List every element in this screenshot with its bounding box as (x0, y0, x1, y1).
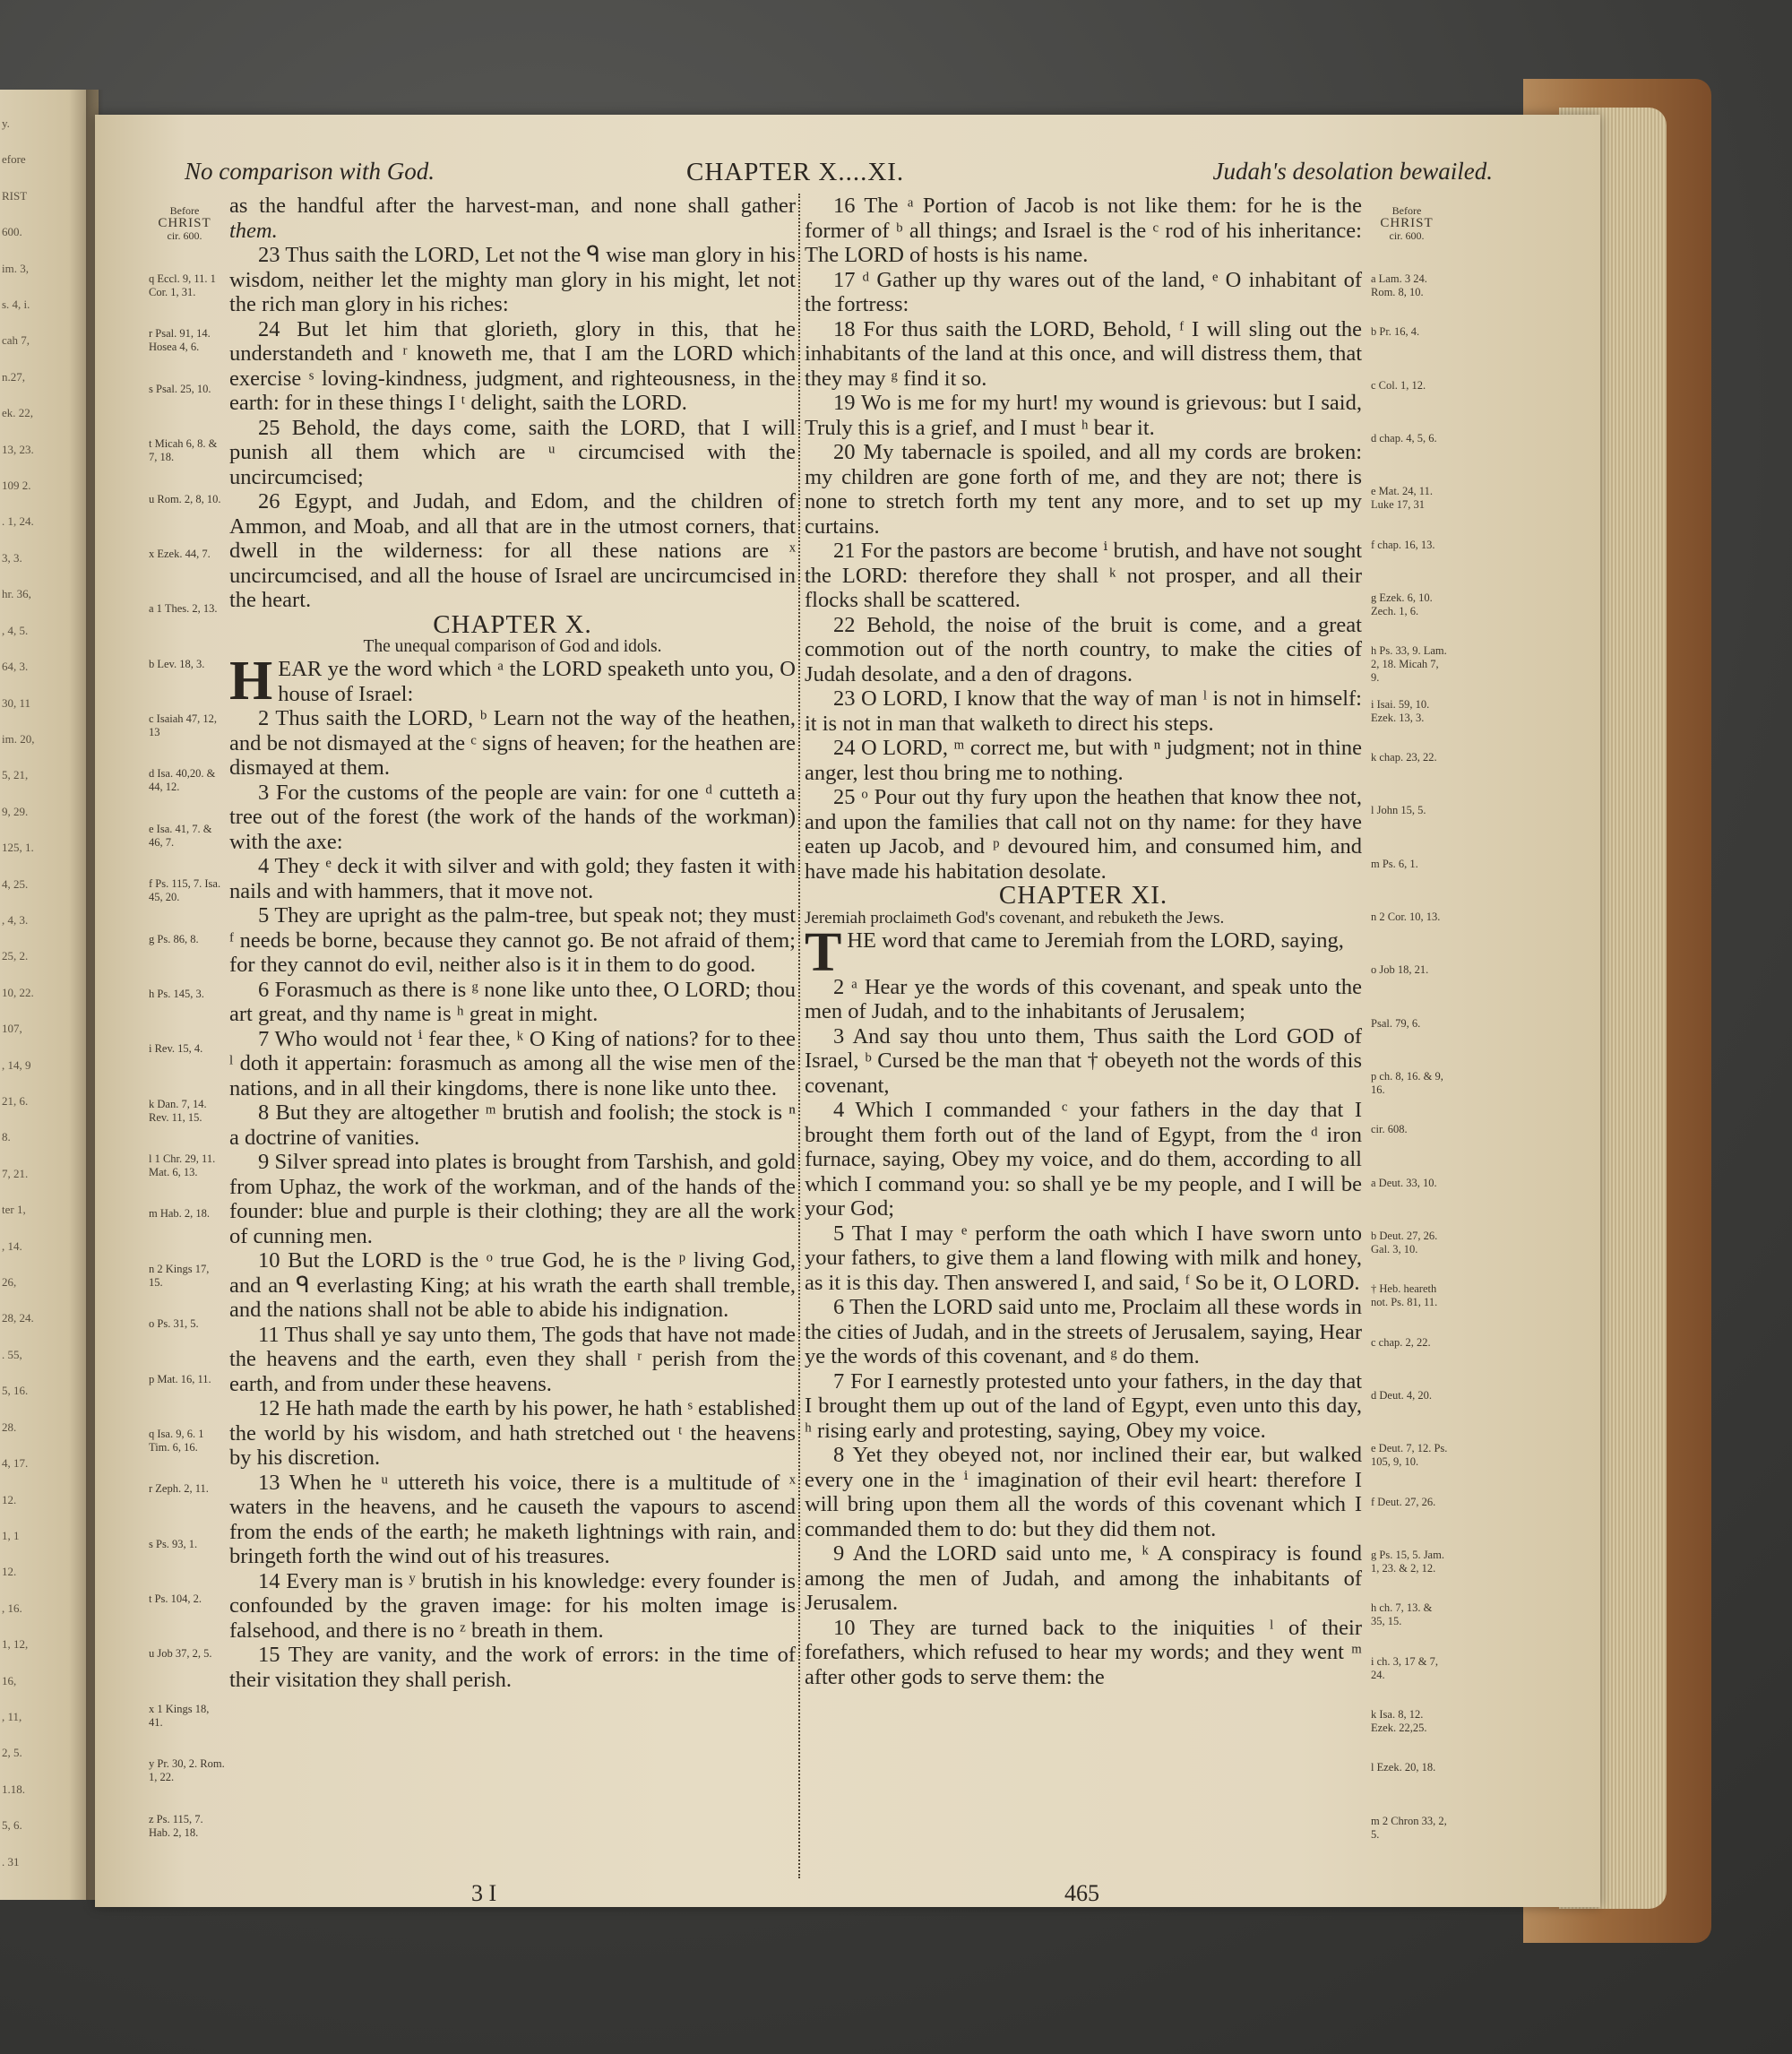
margin-reference: Psal. 79, 6. (1371, 1016, 1421, 1030)
verse-10-2: 2 Thus saith the LORD, ᵇ Learn not the way of the heathen, and be not dismayed at the ᶜ signs of heaven; for the heathen are dismayed at them. (229, 706, 796, 780)
before-christ-left (149, 204, 220, 242)
verse-10-4: 4 They ᵉ deck it with silver and with gold; they fasten it with nails and with hammers, that it move not. (229, 854, 796, 903)
margin-reference: † Heb. heareth not. Ps. 81, 11. (1371, 1282, 1438, 1309)
left-page-fragment-text: 4, 17. (2, 1456, 29, 1471)
margin-reference: c Col. 1, 12. (1371, 378, 1426, 392)
left-page-fragment-text: 600. (2, 225, 22, 239)
verse-10-18: 18 For thus saith the LORD, Behold, ᶠ I will sling out the inhabitants of the land at this once, and will distress them, that they may ᵍ find it so. (805, 316, 1362, 391)
margin-reference: z Ps. 115, 7. Hab. 2, 18. (149, 1812, 203, 1839)
margin-reference: u Rom. 2, 8, 10. (149, 492, 221, 505)
left-page-fragment-text: 10, 22. (2, 985, 34, 999)
margin-reference: i ch. 3, 17 & 7, 24. (1371, 1654, 1438, 1681)
left-page-fragment-text: , 11, (2, 1709, 22, 1723)
left-page-fragment-text: 107, (2, 1022, 22, 1036)
verse-10-24: 24 O LORD, ᵐ correct me, but with ⁿ judgment; not in thine anger, lest thou bring me to nothing. (805, 736, 1362, 785)
left-page-fragment-text: 5, 16. (2, 1384, 29, 1398)
left-page-fragment (0, 90, 99, 1900)
left-page-fragment-text: 7, 21. (2, 1166, 29, 1180)
left-page-fragment-text: im. 3, (2, 261, 29, 275)
left-page-fragment-text: 30, 11 (2, 695, 31, 710)
verse-10-3: 3 For the customs of the people are vain: for one ᵈ cutteth a tree out of the forest (the work of the hands of the workman) with the axe: (229, 780, 796, 854)
left-page-fragment-text: im. 20, (2, 731, 35, 746)
verse-9-24: 24 But let him that glorieth, glory in this, that he understandeth and ʳ knoweth me, that I am the LORD which exercise ˢ loving-kindness, judgment, and righteousness, in the earth: for in these things I ᵗ delight, saith the LORD. (229, 316, 796, 415)
left-page-fragment-text: ek. 22, (2, 406, 34, 420)
left-page-fragment-text: 125, 1. (2, 841, 34, 855)
verse-10-25: 25 ᵒ Pour out thy fury upon the heathen that know thee not, and upon the families that call not on thy name: for they have eaten up Jacob, and ᵖ devoured him, and consumed him, and have made his habitation desolate. (805, 785, 1362, 884)
left-text-column (229, 194, 796, 1692)
margin-reference: n 2 Kings 17, 15. (149, 1262, 210, 1289)
margin-reference: b Lev. 18, 3. (149, 657, 205, 670)
left-page-fragment-text: hr. 36, (2, 587, 31, 601)
left-page-fragment-text: 2, 5. (2, 1746, 22, 1760)
left-page-fragment-text: . 55, (2, 1347, 22, 1361)
margin-reference: f Deut. 27, 26. (1371, 1495, 1436, 1508)
margin-reference: l Ezek. 20, 18. (1371, 1761, 1436, 1774)
left-page-fragment-text: . 1, 24. (2, 514, 34, 529)
margin-reference: t Ps. 104, 2. (149, 1592, 202, 1606)
left-page-fragment-text: 5, 6. (2, 1818, 22, 1833)
margin-reference: g Ezek. 6, 10. Zech. 1, 6. (1371, 591, 1433, 617)
left-page-fragment-text: . 31 (2, 1854, 20, 1868)
margin-reference: b Pr. 16, 4. (1371, 325, 1420, 339)
left-page-fragment-text: , 4, 3. (2, 912, 29, 927)
verse-10-6: 6 Forasmuch as there is ᵍ none like unto thee, O LORD; thou art great, and thy name is ʰ great in might. (229, 977, 796, 1026)
chapter-x-heading: CHAPTER X. (433, 609, 592, 639)
left-page-fragment-text: 26, (2, 1275, 17, 1290)
margin-reference: i Rev. 15, 4. (149, 1042, 203, 1056)
before-label: Before (1391, 204, 1422, 217)
margin-reference: f Ps. 115, 7. Isa. 45, 20. (149, 877, 221, 904)
margin-reference: q Isa. 9, 6. 1 Tim. 6, 16. (149, 1427, 204, 1454)
margin-reference: x 1 Kings 18, 41. (149, 1702, 210, 1729)
margin-reference: c Isaiah 47, 12, 13 (149, 712, 218, 739)
left-page-fragment-text: , 14, 9 (2, 1057, 31, 1072)
left-page-fragment-text: s. 4, i. (2, 298, 30, 312)
left-page-fragment-text: 13, 23. (2, 442, 34, 456)
margin-reference: t Micah 6, 8. & 7, 18. (149, 437, 218, 464)
running-head-left: No comparison with God. (185, 158, 435, 185)
verse-10-8: 8 But they are altogether ᵐ brutish and foolish; the stock is ⁿ a doctrine of vanities. (229, 1100, 796, 1150)
left-page-fragment-text: 1, 1 (2, 1528, 20, 1542)
margin-reference: d Isa. 40,20. & 44, 12. (149, 767, 216, 794)
left-page-fragment-text: 25, 2. (2, 949, 29, 963)
verse-10-19: 19 Wo is me for my hurt! my wound is grievous: but I said, Truly this is a grief, and I must ʰ bear it. (805, 391, 1362, 440)
margin-reference: x Ezek. 44, 7. (149, 547, 211, 560)
left-page-fragment-text: , 16. (2, 1601, 22, 1615)
verse-11-1: HE word that came to Jeremiah from the LORD, saying, (847, 928, 1344, 953)
margin-reference: b Deut. 27, 26. Gal. 3, 10. (1371, 1230, 1438, 1256)
left-page-fragment-text: 1, 12, (2, 1637, 29, 1652)
margin-reference: l 1 Chr. 29, 11. Mat. 6, 13. (149, 1152, 216, 1179)
christ-label: CHRIST (158, 216, 211, 230)
circa-label: cir. 600. (1389, 229, 1425, 242)
margin-reference: h ch. 7, 13. & 35, 15. (1371, 1601, 1433, 1628)
left-page-fragment-text: n.27, (2, 369, 25, 384)
left-page-fragment-text: cah 7, (2, 333, 30, 348)
verse-11-8: 8 Yet they obeyed not, nor inclined their ear, but walked every one in the ⁱ imagination of their evil heart: therefore I will bring upon them all the words of this covenant which I commanded them to do: but they did them not. (805, 1443, 1362, 1541)
left-page-fragment-text: 1.18. (2, 1782, 25, 1796)
margin-reference: cir. 608. (1371, 1123, 1408, 1136)
verse-10-16: 16 The ᵃ Portion of Jacob is not like them: for he is the former of ᵇ all things; and Israel is the ᶜ rod of his inheritance: The LORD of hosts is his name. (805, 194, 1362, 267)
margin-reference: s Ps. 93, 1. (149, 1537, 198, 1550)
verse-11-7: 7 For I earnestly protested unto your fathers, in the day that I brought them up out of the land of Egypt, even unto this day, ʰ rising early and protesting, saying, Obey my voice. (805, 1368, 1362, 1443)
margin-reference: e Deut. 7, 12. Ps. 105, 9, 10. (1371, 1442, 1448, 1469)
verse-9-25: 25 Behold, the days come, saith the LORD, that I will punish all them which are ᵘ circumcised with the uncircumcised; (229, 415, 796, 489)
margin-reference: r Psal. 91, 14. Hosea 4, 6. (149, 327, 211, 354)
continuation-italic: them. (229, 218, 278, 243)
left-page-fragment-text: 28, 24. (2, 1311, 34, 1325)
margin-reference: r Zeph. 2, 11. (149, 1482, 209, 1496)
drop-cap-t: T (805, 921, 842, 983)
left-page-fragment-text: efore (2, 152, 26, 167)
margin-reference: m Hab. 2, 18. (149, 1207, 211, 1221)
margin-reference: a 1 Thes. 2, 13. (149, 602, 218, 616)
signature-mark: 3 I (471, 1880, 497, 1906)
running-head-right: Judah's desolation bewailed. (1212, 158, 1493, 185)
margin-reference: p Mat. 16, 11. (149, 1372, 211, 1385)
left-page-fragment-text: 64, 3. (2, 660, 29, 674)
running-head-center: CHAPTER X....XI. (686, 158, 905, 186)
verse-10-22: 22 Behold, the noise of the bruit is come, and a great commotion out of the north country, to make the cities of Judah desolate, and a den of dragons. (805, 612, 1362, 686)
margin-reference: e Mat. 24, 11. Luke 17, 31 (1371, 485, 1433, 512)
left-page-fragment-text: 9, 29. (2, 804, 29, 818)
verse-11-2: 2 ᵃ Hear ye the words of this covenant, and speak unto the men of Judah, and to the inhabitants of Jerusalem; (805, 974, 1362, 1023)
margin-reference: m Ps. 6, 1. (1371, 857, 1418, 870)
margin-reference: q Eccl. 9, 11. 1 Cor. 1, 31. (149, 272, 216, 298)
verse-11-10: 10 They are turned back to the iniquities ˡ of their forefathers, which refused to hear my words; and they went ᵐ after other gods to serve them: the (805, 1615, 1362, 1689)
margin-reference: e Isa. 41, 7. & 46, 7. (149, 822, 212, 849)
left-page-fragment-text: 5, 21, (2, 768, 29, 782)
verse-10-5: 5 They are upright as the palm-tree, but speak not; they must ᶠ needs be borne, because they cannot go. Be not afraid of them; for they cannot do evil, neither also is it in them to do good. (229, 903, 796, 977)
verse-10-21: 21 For the pastors are become ⁱ brutish, and have not sought the LORD: therefore they shall ᵏ not prosper, and all their flocks shall be scattered. (805, 539, 1362, 612)
left-page-fragment-text: 8. (2, 1130, 11, 1144)
verse-11-4: 4 Which I commanded ᶜ your fathers in the day that I brought them forth out of the land of Egypt, from the ᵈ iron furnace, saying, Obey my voice, and do them, according to all which I command you: so shall ye be my people, and I will be your God; (805, 1098, 1362, 1221)
margin-reference: g Ps. 86, 8. (149, 932, 199, 945)
chapter-xi-heading: CHAPTER XI. (998, 881, 1168, 910)
margin-reference: o Ps. 31, 5. (149, 1317, 199, 1331)
margin-reference: k chap. 23, 22. (1371, 751, 1437, 764)
verse-11-3: 3 And say thou unto them, Thus saith the Lord GOD of Israel, ᵇ Cursed be the man that † obeyeth not the words of this covenant, (805, 1023, 1362, 1098)
verse-10-1: EAR ye the word which ᵃ the LORD speaketh unto you, O house of Israel: (278, 657, 796, 706)
verse-10-17: 17 ᵈ Gather up thy wares out of the land, ᵉ O inhabitant of the fortress: (805, 267, 1362, 316)
chapter-xi-summary: Jeremiah proclaimeth God's covenant, and rebuketh the Jews. (805, 908, 1225, 928)
left-page-fragment-text: ter 1, (2, 1203, 26, 1217)
verse-11-9: 9 And the LORD said unto me, ᵏ A conspiracy is found among the men of Judah, and among the inhabitants of Jerusalem. (805, 1541, 1362, 1615)
verse-9-23: 23 Thus saith the LORD, Let not the ᑫ wise man glory in his wisdom, neither let the mighty man glory in his might, let not the rich man glory in his riches: (229, 243, 796, 316)
left-page-fragment-text: 21, 6. (2, 1094, 29, 1109)
margin-reference: f chap. 16, 13. (1371, 538, 1435, 551)
margin-reference: u Job 37, 2, 5. (149, 1647, 212, 1661)
verse-10-11: 11 Thus shall ye say unto them, The gods that have not made the heavens and the earth, even they shall ʳ perish from the earth, and from under these heavens. (229, 1322, 796, 1396)
margin-reference: n 2 Cor. 10, 13. (1371, 910, 1441, 923)
verse-10-13: 13 When he ᵘ uttereth his voice, there is a multitude of ˣ waters in the heavens, and he causeth the vapours to ascend from the ends of the earth; he maketh lightnings with rain, and bringeth forth the wind out of his treasures. (229, 1470, 796, 1568)
margin-reference: d chap. 4, 5, 6. (1371, 432, 1437, 444)
verse-10-14: 14 Every man is ʸ brutish in his knowledge: every founder is confounded by the graven image: for his molten image is falsehood, and there is no ᶻ breath in them. (229, 1568, 796, 1643)
margin-reference: c chap. 2, 22. (1371, 1335, 1431, 1349)
left-page-fragment-text: 28. (2, 1420, 17, 1434)
left-page-fragment-text: 4, 25. (2, 876, 29, 891)
verse-10-9: 9 Silver spread into plates is brought from Tarshish, and gold from Uphaz, the work of the workman, and of the hands of the founder: blue and purple is their clothing; they are all the work of cunning men. (229, 1150, 796, 1248)
drop-cap-h: H (229, 651, 273, 712)
margin-reference: m 2 Chron 33, 2, 5. (1371, 1814, 1447, 1841)
verse-9-26: 26 Egypt, and Judah, and Edom, and the children of Ammon, and Moab, and all that are in the utmost corners, that dwell in the wilderness: for all these nations are ˣ uncircumcised, and all the house of Israel are uncircumcised in the heart. (229, 489, 796, 612)
verse-10-23: 23 O LORD, I know that the way of man ˡ is not in himself: it is not in man that walketh to direct his steps. (805, 686, 1362, 736)
left-page-fragment-text: 16, (2, 1673, 17, 1687)
chapter-x-summary: The unequal comparison of God and idols. (363, 637, 662, 656)
circa-label: cir. 600. (167, 229, 202, 242)
verse-11-6: 6 Then the LORD said unto me, Proclaim all these words in the cities of Judah, and in the streets of Jerusalem, saying, Hear ye the words of this covenant, and ᵍ do them. (805, 1295, 1362, 1368)
left-page-fragment-text: 12. (2, 1565, 17, 1579)
margin-reference: y Pr. 30, 2. Rom. 1, 22. (149, 1757, 225, 1784)
left-page-fragment-text: 12. (2, 1492, 17, 1506)
margin-reference: i Isai. 59, 10. Ezek. 13, 3. (1371, 697, 1430, 724)
margin-reference: l John 15, 5. (1371, 804, 1426, 817)
before-label: Before (169, 204, 200, 217)
margin-reference: p ch. 8, 16. & 9, 16. (1371, 1070, 1443, 1096)
christ-label: CHRIST (1380, 216, 1434, 230)
verse-10-10: 10 But the LORD is the ᵒ true God, he is the ᵖ living God, and an ᑫ everlasting King; at his wrath the earth shall tremble, and the nations shall not be able to abide his indignation. (229, 1248, 796, 1322)
right-text-column (805, 194, 1362, 1689)
before-christ-right (1371, 204, 1443, 242)
verse-10-7: 7 Who would not ⁱ fear thee, ᵏ O King of nations? for to thee ˡ doth it appertain: forasmuch as among all the wise men of the nations, and in all their kingdoms, there is none like unto thee. (229, 1026, 796, 1100)
left-page-fragment-text: , 4, 5. (2, 623, 29, 637)
margin-reference: h Ps. 145, 3. (149, 987, 204, 1000)
left-page-fragment-text: 3, 3. (2, 550, 22, 565)
left-page-fragment-text: RIST (2, 188, 28, 203)
page-number: 465 (1064, 1880, 1099, 1906)
margin-reference: g Ps. 15, 5. Jam. 1, 23. & 2, 12. (1371, 1549, 1444, 1575)
verse-11-5: 5 That I may ᵉ perform the oath which I have sworn unto your fathers, to give them a land flowing with milk and honey, as it is this day. Then answered I, and said, ᶠ So be it, O LORD. (805, 1221, 1362, 1295)
bible-page (95, 115, 1600, 1907)
margin-reference: s Psal. 25, 10. (149, 382, 211, 395)
left-page-fragment-text: y. (2, 117, 10, 130)
margin-reference: k Dan. 7, 14. Rev. 11, 15. (149, 1097, 207, 1124)
margin-reference: a Lam. 3 24. Rom. 8, 10. (1371, 272, 1427, 298)
margin-reference: o Job 18, 21. (1371, 963, 1429, 977)
continuation-text: as the handful after the harvest-man, and none shall gather (229, 194, 796, 218)
verse-10-20: 20 My tabernacle is spoiled, and all my cords are broken: my children are gone forth of me, and they are not; there is none to stretch forth my tent any more, and to set up my curtains. (805, 440, 1362, 539)
left-page-fragment-text: 109 2. (2, 479, 31, 493)
verse-10-15: 15 They are vanity, and the work of errors: in the time of their visitation they shall perish. (229, 1643, 796, 1692)
margin-reference: d Deut. 4, 20. (1371, 1389, 1433, 1402)
verse-10-12: 12 He hath made the earth by his power, he hath ˢ established the world by his wisdom, and hath stretched out ᵗ the heavens by his discretion. (229, 1396, 796, 1470)
margin-reference: a Deut. 33, 10. (1371, 1176, 1437, 1189)
margin-reference: k Isa. 8, 12. Ezek. 22,25. (1371, 1708, 1427, 1734)
margin-reference: h Ps. 33, 9. Lam. 2, 18. Micah 7, 9. (1371, 644, 1447, 685)
left-page-fragment-text: , 14. (2, 1238, 22, 1253)
